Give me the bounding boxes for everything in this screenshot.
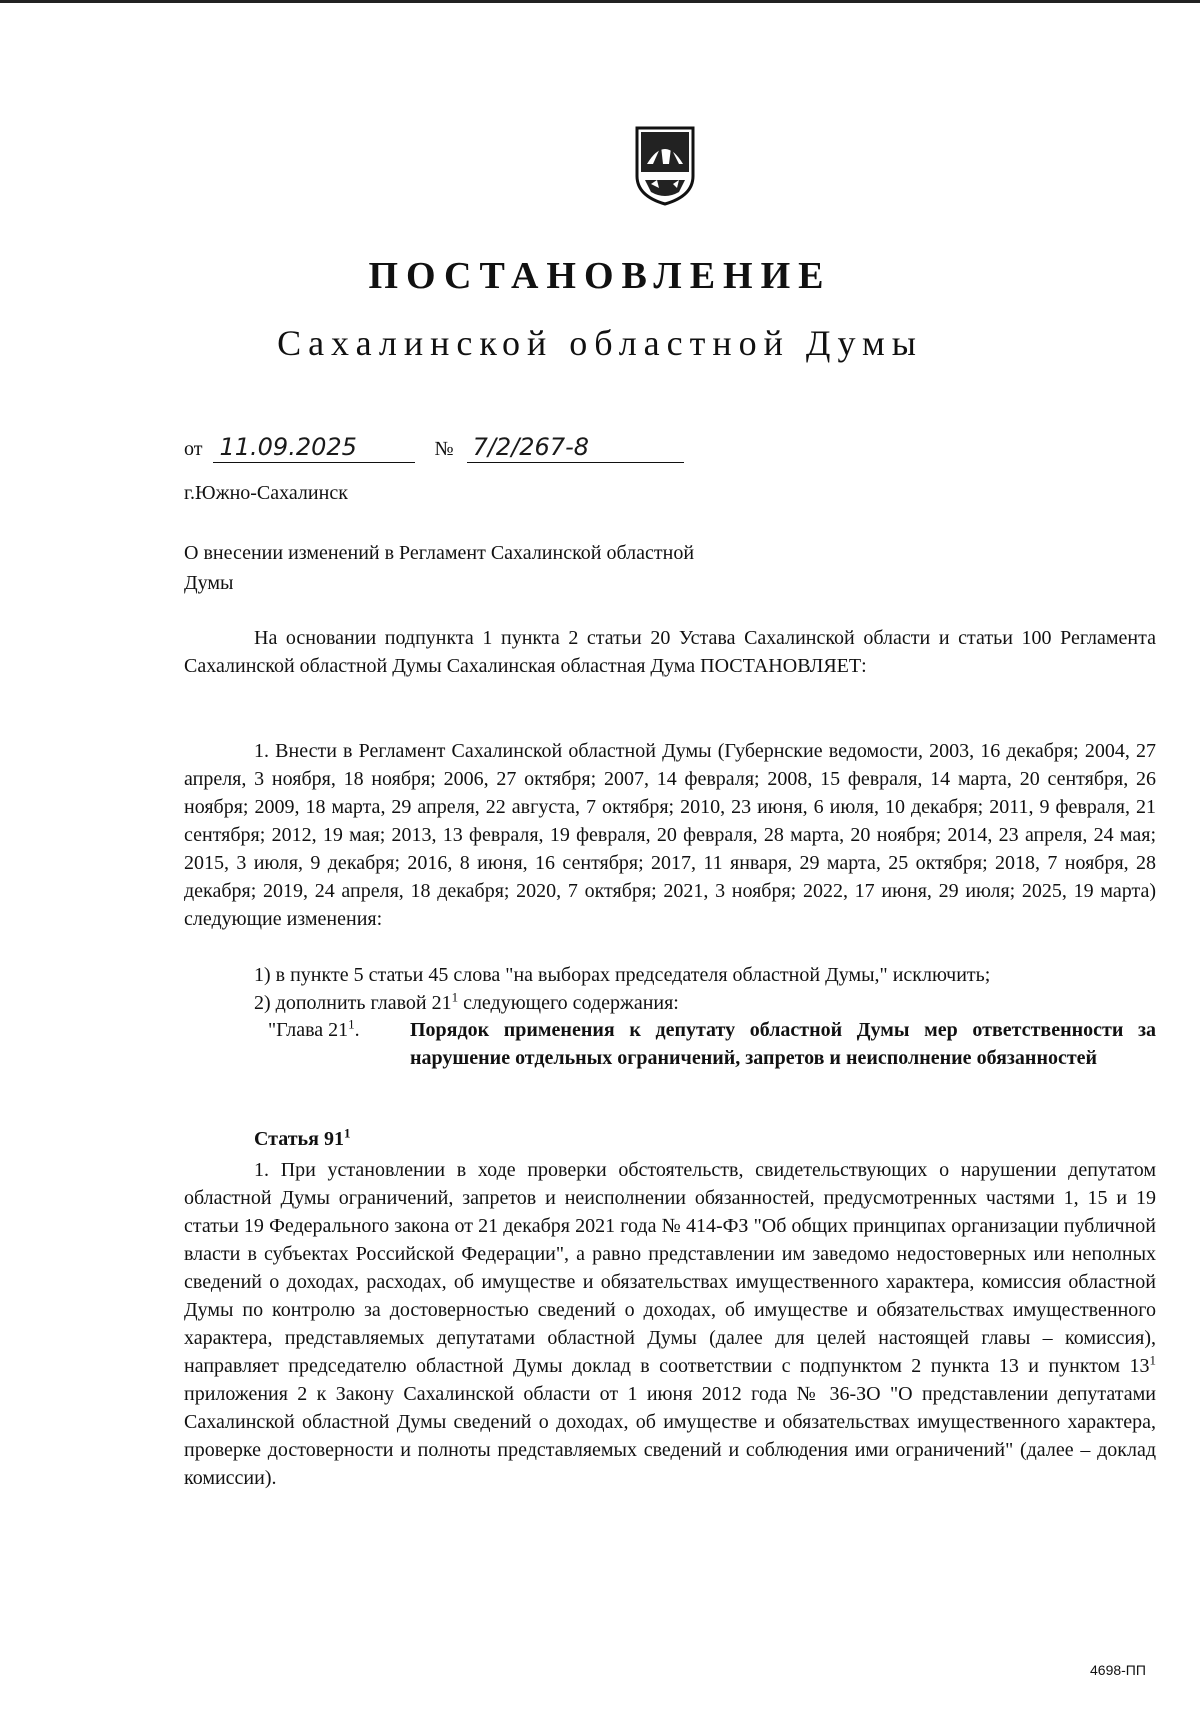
number-label: № <box>434 438 454 460</box>
point-1-paragraph <box>184 737 1156 933</box>
preamble-text: На основании подпункта 1 пункта 2 статьи 20 Устава Сахалинской области и статьи 100 Регламента Сахалинской областной Думы Сахалинская областная Дума ПОСТАНОВЛЯЕТ: <box>184 627 1156 677</box>
document-subtitle: Сахалинской областной Думы <box>277 323 923 363</box>
document-title: ПОСТАНОВЛЕНИЕ <box>368 255 832 297</box>
point-1-text: 1. Внести в Регламент Сахалинской областной Думы (Губернские ведомости, 2003, 16 декабря; 2004, 27 апреля, 3 ноября, 18 ноября; 2006, 27 октября; 2007, 14 февраля; 2008, 15 февраля, 14 марта, 20 сентября, 26 ноября; 2009, 18 марта, 29 апреля, 22 августа, 7 октября; 2010, 23 июня, 6 июля, 10 декабря; 2011, 9 февраля, 21 сентября; 2012, 19 мая; 2013, 13 февраля, 19 февраля, 20 февраля, 28 марта, 20 ноября; 2014, 23 апреля, 24 мая; 2015, 3 июля, 9 декабря; 2016, 8 июня, 16 сентября; 2017, 11 января, 29 марта, 25 октября; 2018, 7 ноября, 28 декабря; 2019, 24 апреля, 18 декабря; 2020, 7 октября; 2021, 3 ноября; 2022, 17 июня, 29 июля; 2025, 19 марта) следующие изменения: <box>184 740 1156 930</box>
chapter-label-prefix: "Глава 21 <box>268 1019 349 1041</box>
article-text-part1: 1. При установлении в ходе проверки обстоятельств, свидетельствующих о нарушении депутатом областной Думы ограничений, запретов и неисполнении обязанностей, предусмотренных частями 1, 15 и 19 статьи 19 Федерального закона от 21 декабря 2021 года № 414-ФЗ "Об общих принципах организации публичной власти в субъектах Российской Федерации", а равно представлении им заведомо недостоверных или неполных сведений о доходах, расходах, об имуществе и обязательствах имущественного характера, комиссия областной Думы по контролю за достоверностью сведений о доходах, об имуществе и обязательствах имущественного характера, представляемых депутатами областной Думы (далее для целей настоящей главы – комиссия), направляет председателю областной Думы доклад в соответствии с подпунктом 2 пункта 13 и пунктом 13 <box>184 1159 1156 1377</box>
date-from-label: от <box>184 438 203 460</box>
amendment-items <box>184 961 1156 1017</box>
handwritten-date: 11.09.2025 <box>213 432 415 463</box>
city-name: г.Южно-Сахалинск <box>184 482 348 504</box>
chapter-label <box>268 1016 360 1044</box>
article-paragraph <box>184 1156 1156 1492</box>
article-heading <box>254 1125 351 1151</box>
scan-edge-line <box>0 0 1200 3</box>
date-number-line <box>184 432 684 463</box>
chapter-label-suffix: . <box>354 1019 360 1041</box>
coat-of-arms-emblem <box>633 124 697 206</box>
article-heading-prefix: Статья 91 <box>254 1128 344 1150</box>
article-text-part2: приложения 2 к Закону Сахалинской области от 1 июня 2012 года № 36-ЗО "О представлении депутатами Сахалинской областной Думы сведений о доходах, об имуществе и обязательствах имущественного характера, проверке достоверности и полноты представляемых сведений и соблюдения ими ограничений" (далее – доклад комиссии). <box>184 1383 1156 1489</box>
article-text-sup: 1 <box>1149 1352 1156 1368</box>
amendment-item-2-sup: 1 <box>451 989 459 1005</box>
preamble-paragraph <box>184 624 1156 680</box>
amendment-item-2 <box>184 989 1156 1017</box>
chapter-title: Порядок применения к депутату областной Думы мер ответственности за нарушение отдельных ограничений, запретов и неисполнение обязанностей <box>410 1019 1156 1069</box>
article-text <box>184 1156 1156 1492</box>
amendment-item-2-prefix: 2) дополнить главой 21 <box>254 992 452 1014</box>
document-subject: О внесении изменений в Регламент Сахалинской областной Думы <box>184 542 695 594</box>
footer-document-code: 4698-ПП <box>1090 1662 1146 1678</box>
handwritten-number: 7/2/267-8 <box>467 432 684 463</box>
article-heading-sup: 1 <box>343 1125 351 1141</box>
amendment-item-2-suffix: следующего содержания: <box>458 992 679 1014</box>
amendment-item-1: 1) в пункте 5 статьи 45 слова "на выборах председателя областной Думы," исключить; <box>254 964 991 986</box>
chapter-label-sup: 1 <box>348 1016 355 1032</box>
